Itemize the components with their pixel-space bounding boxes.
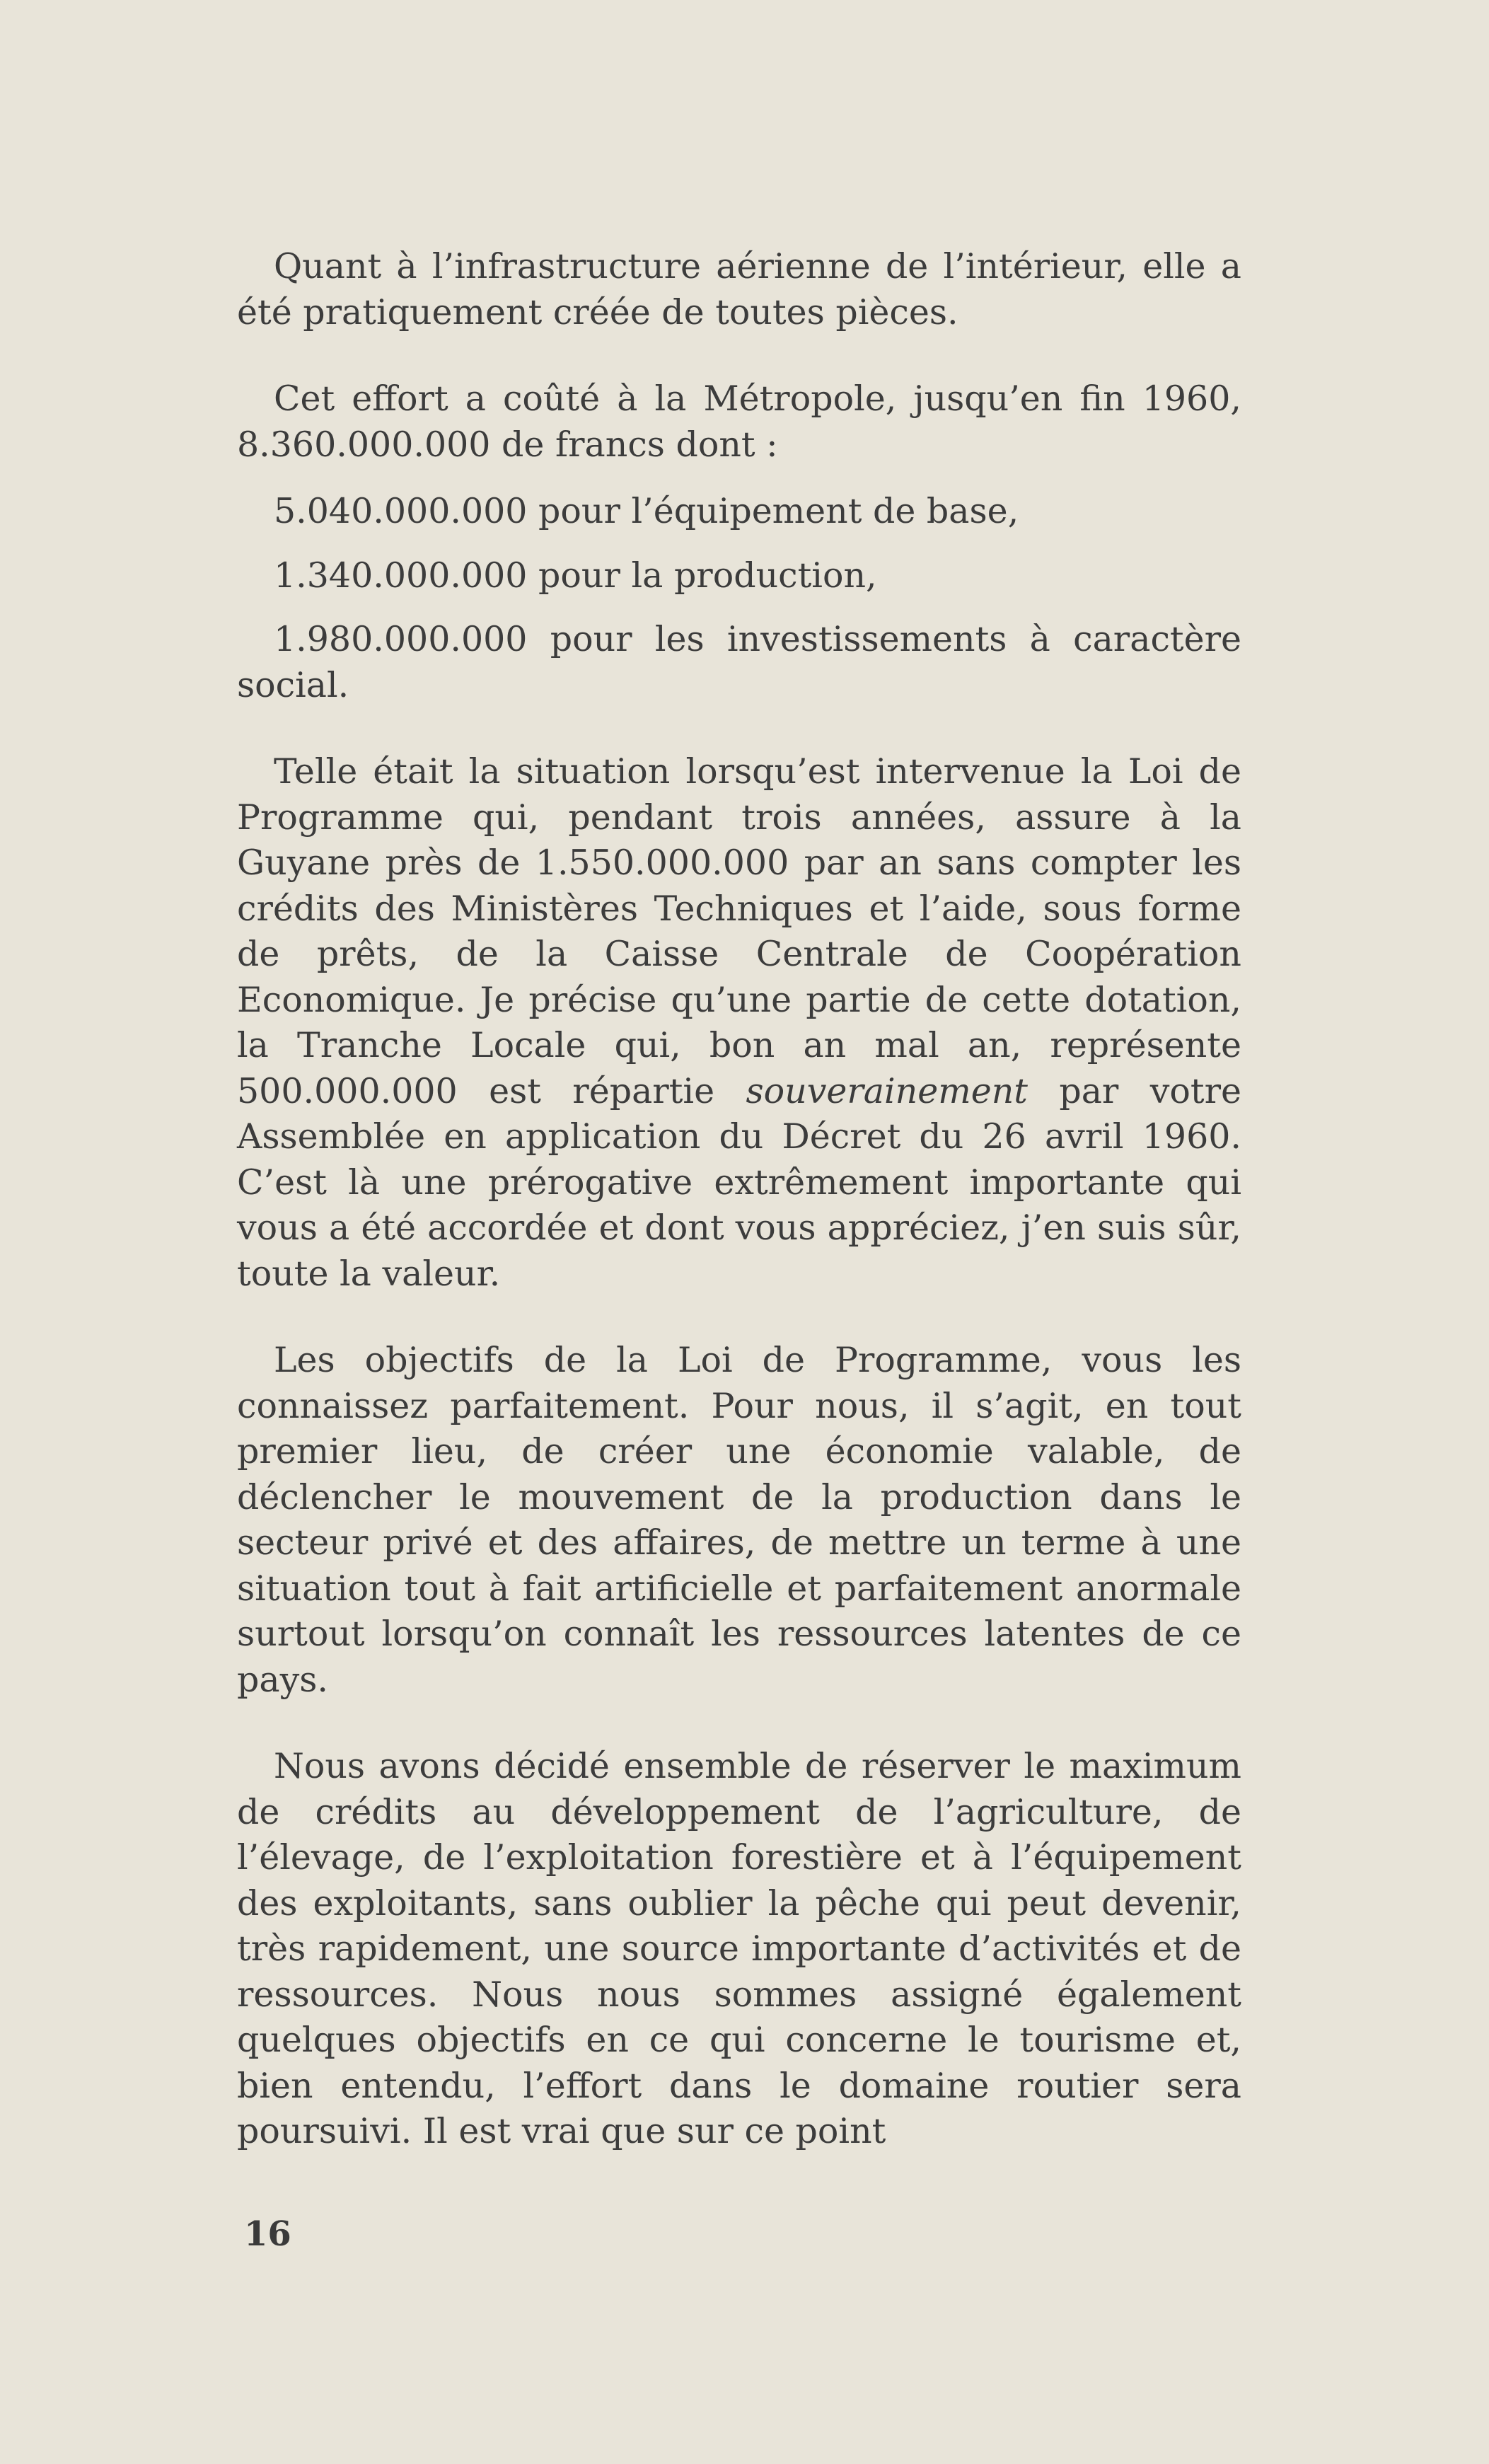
body-text [237,244,1241,2155]
paragraph-3 [237,749,1241,1297]
paragraph-1: Quant à l’infrastructure aérienne de l’intérieur, elle a été pratiquement créée de toutes pièces. [237,246,1241,332]
page-number: 16 [244,2214,291,2254]
list-item-3: 1.980.000.000 pour les investissements à caractère social. [237,619,1241,705]
paragraph-3-end: par votre Assemblée en application du Décret du 26 avril 1960. C’est là une prérogative extrêmement importante qui vous a été accordée et dont vous appréciez, j’en suis sûr, toute la valeur. [237,1070,1241,1294]
paragraph-3-start: Telle était la situation lorsqu’est intervenue la Loi de Programme qui, pendant trois années, assure à la Guyane près de 1.550.000.000 par an sans compter les crédits des Ministères Techniques et l’aide, sous forme de prêts, de la Caisse Centrale de Coopération Economique. Je précise qu’une partie de cette dotation, la Tranche Locale qui, bon an mal an, représente 500.000.000 est répartie [237,751,1241,1111]
list-item-1: 5.040.000.000 pour l’équipement de base, [274,491,1019,531]
paragraph-5: Nous avons décidé ensemble de réserver le maximum de crédits au développement de l’agriculture, de l’élevage, de l’exploitation forestière et à l’équipement des exploitants, sans oublier la pêche qui peut devenir, très rapidement, une source importante d’activités et de ressources. Nous nous sommes assigné également quelques objectifs en ce qui concerne le tourisme et, bien entendu, l’effort dans le domaine routier sera poursuivi. Il est vrai que sur ce point [237,1746,1241,2151]
paragraph-3-emphasis: souverainement [746,1070,1028,1111]
paragraph-4: Les objectifs de la Loi de Programme, vous les connaissez parfaitement. Pour nous, il s’agit, en tout premier lieu, de créer une économie valable, de déclencher le mouvement de la production dans le secteur privé et des affaires, de mettre un terme à une situation tout à fait artificielle et parfaitement anormale surtout lorsqu’on connaît les ressources latentes de ce pays. [237,1340,1241,1700]
paragraph-2: Cet effort a coûté à la Métropole, jusqu’en fin 1960, 8.360.000.000 de francs dont : [237,378,1241,465]
list-item-2: 1.340.000.000 pour la production, [274,555,877,596]
